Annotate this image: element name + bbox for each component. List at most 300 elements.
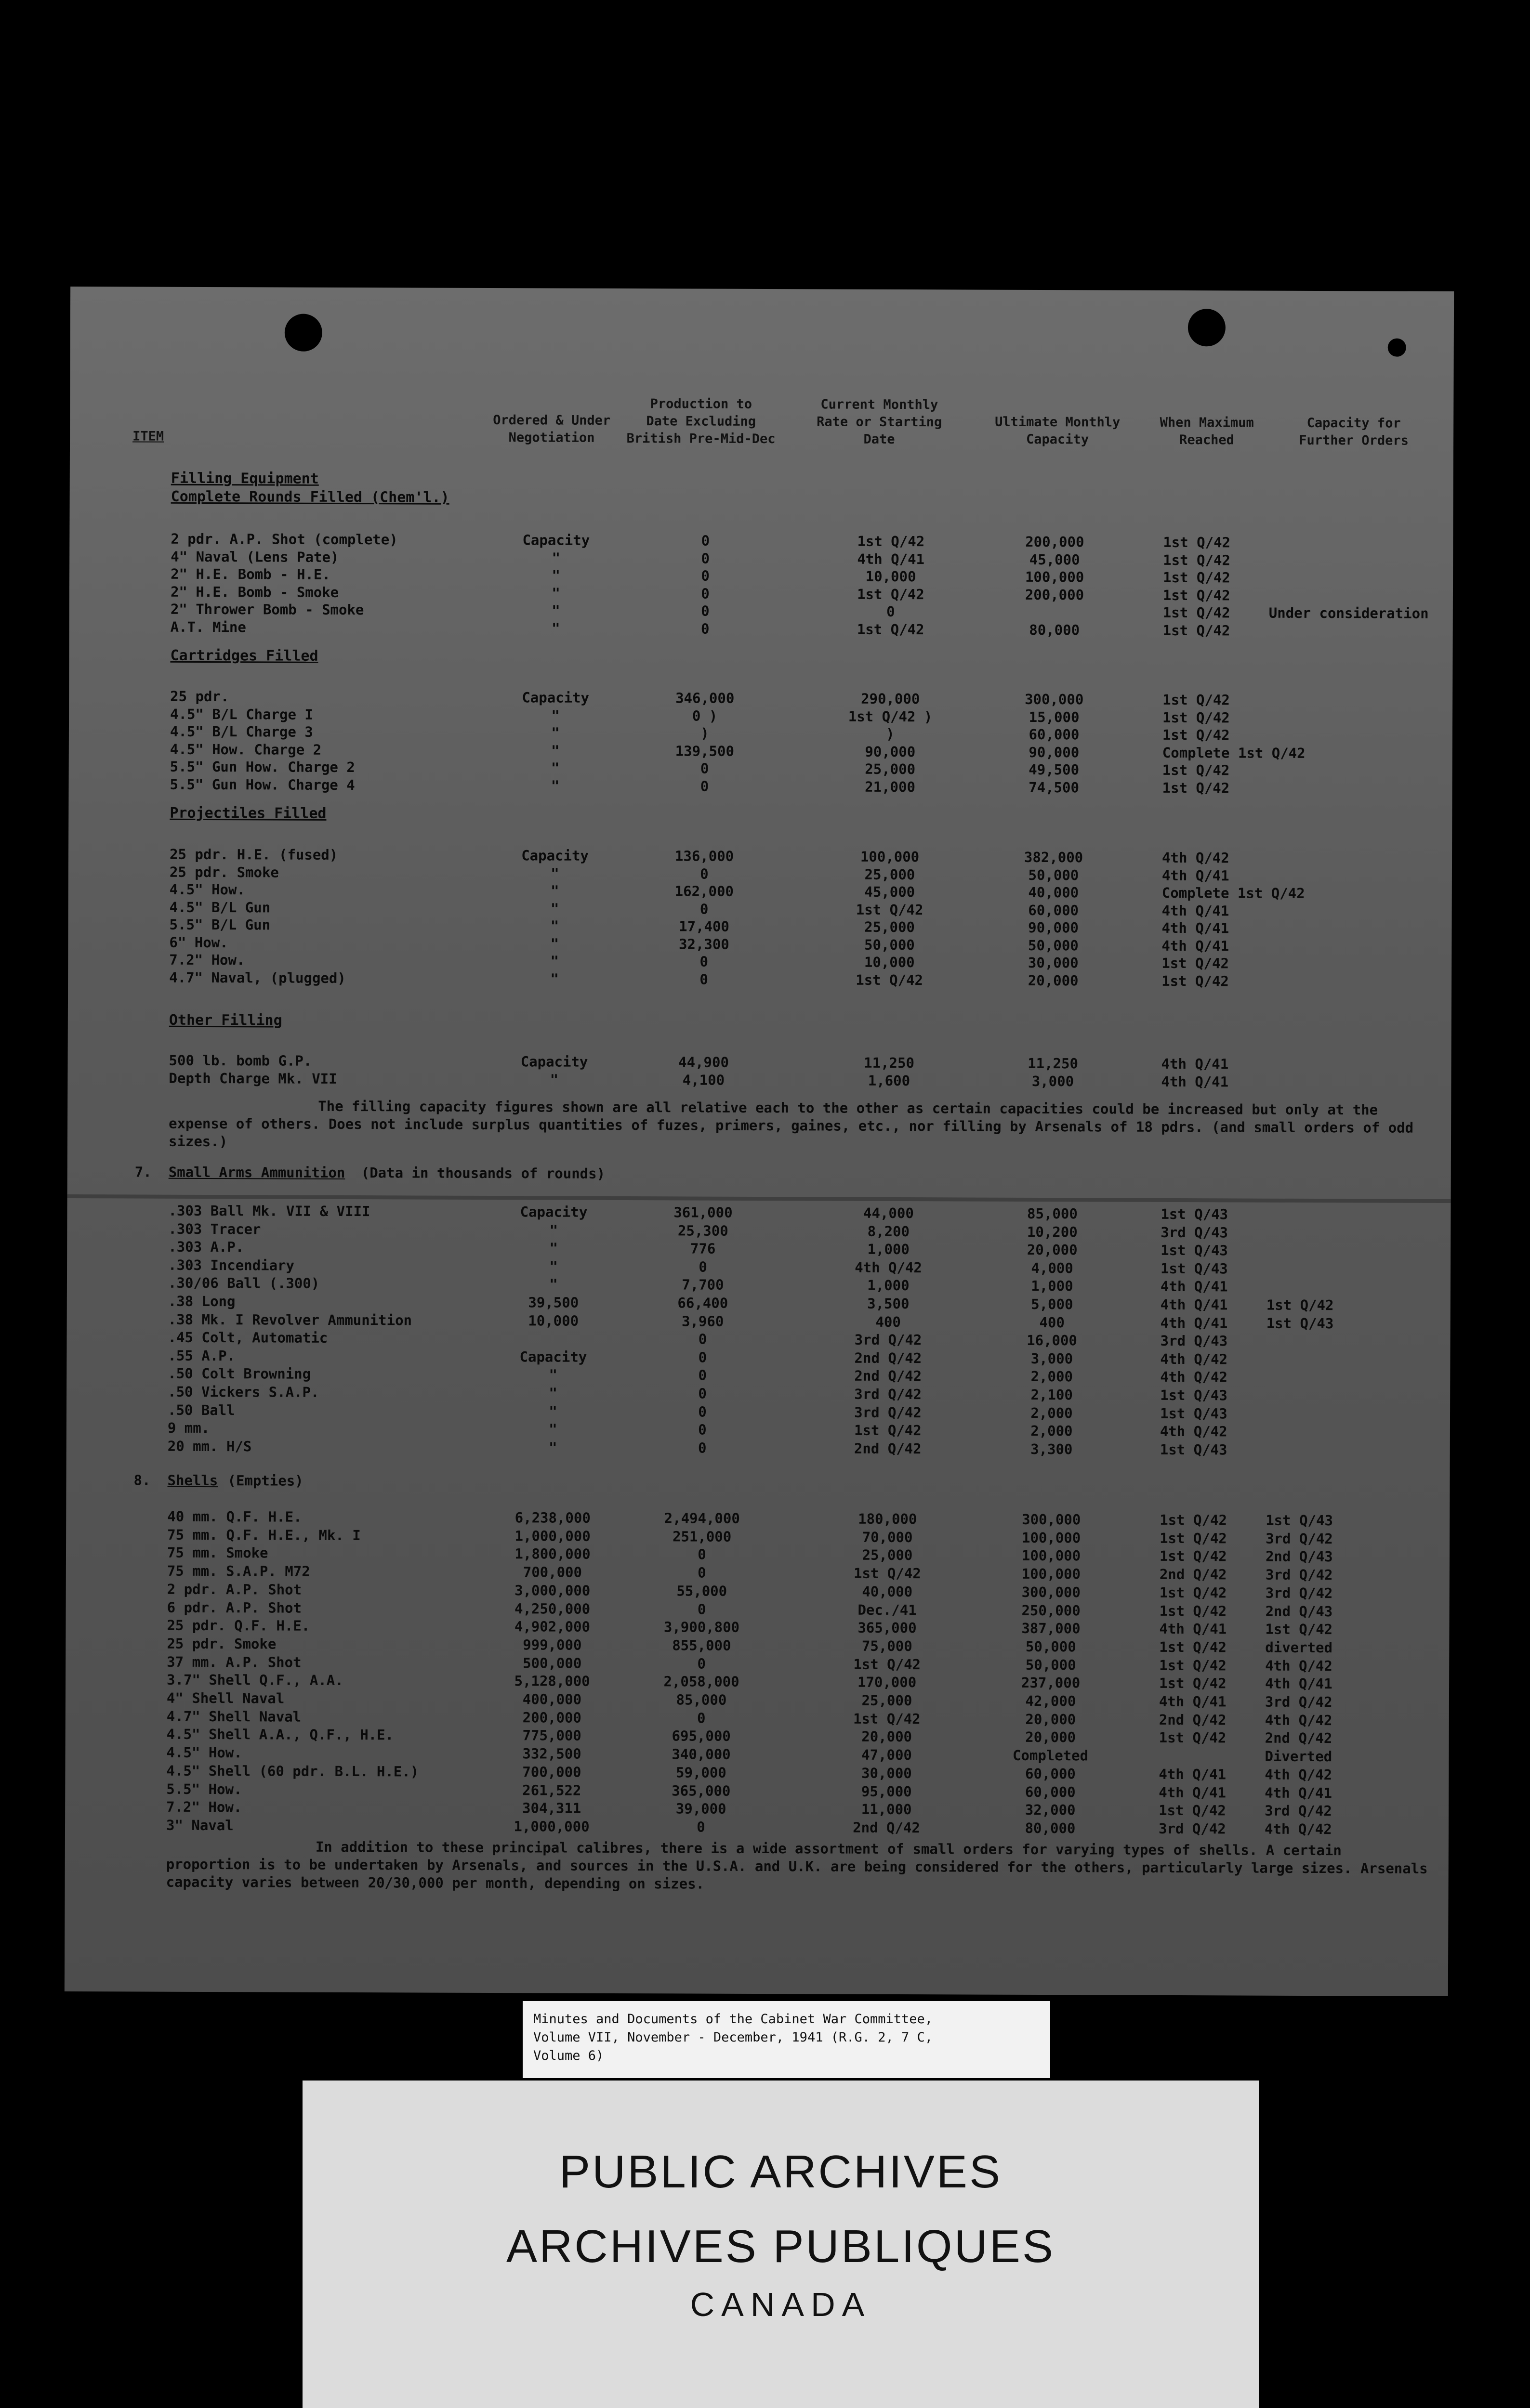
cell-cur: 95,000 (861, 1783, 912, 1800)
cell-max: 1st Q/42 (1161, 972, 1229, 989)
cell-max: 4th Q/42 (1160, 1423, 1227, 1440)
cell-ord: " (551, 742, 560, 759)
cell-ult: 20,000 (1028, 972, 1079, 989)
cell-ult: 85,000 (1027, 1205, 1078, 1222)
cell-cur: 1st Q/42 (857, 586, 924, 602)
cell-prod: 0 ) (692, 707, 718, 724)
cell-item: 75 mm. Q.F. H.E., Mk. I (167, 1526, 361, 1544)
cell-ord: " (550, 935, 559, 952)
cell-max: 1st Q/42 (1159, 1729, 1227, 1746)
cell-max: 1st Q/42 (1160, 1511, 1227, 1529)
cell-item: .30/06 Ball (.300) (168, 1275, 320, 1292)
slip-line-1: Minutes and Documents of the Cabinet War Committee, (533, 2012, 933, 2027)
cell-far: 3rd Q/42 (1265, 1584, 1333, 1601)
cell-ord: " (549, 1240, 558, 1256)
cell-ult: 50,000 (1025, 1638, 1076, 1655)
cell-ult: 45,000 (1029, 551, 1080, 568)
cell-item: 25 pdr. (170, 688, 229, 705)
cell-far: 4th Q/41 (1265, 1784, 1332, 1801)
cell-item: 4.5" B/L Charge 3 (170, 723, 313, 740)
cell-prod: 0 (698, 1349, 707, 1366)
cell-cur: 25,000 (861, 1692, 912, 1709)
cell-prod: 0 (697, 1710, 706, 1727)
cell-max: 4th Q/41 (1161, 867, 1229, 884)
cell-prod: 2,494,000 (664, 1510, 740, 1527)
cell-ord: 6,238,000 (514, 1509, 591, 1526)
cell-cur: 1st Q/42 (853, 1565, 921, 1582)
cell-ult: 40,000 (1028, 884, 1079, 901)
page-fold (67, 1194, 1451, 1203)
cell-max: 3rd Q/42 (1158, 1820, 1226, 1837)
cell-item: 500 lb. bomb G.P. (169, 1052, 312, 1069)
punch-hole-right (1188, 309, 1226, 346)
cell-item: 4" Naval (Lens Pate) (171, 548, 339, 565)
cell-cur: 20,000 (861, 1728, 912, 1745)
cell-item: .303 A.P. (168, 1238, 244, 1256)
cell-max: 1st Q/42 (1161, 955, 1229, 972)
punch-hole-left (285, 314, 322, 352)
cell-max: 2nd Q/42 (1159, 1711, 1227, 1728)
cell-ord: 5,128,000 (514, 1673, 590, 1690)
cell-far: 4th Q/41 (1265, 1675, 1332, 1692)
cell-cur: 25,000 (862, 1547, 913, 1564)
cell-item: 4.5" Shell A.A., Q.F., H.E. (166, 1726, 394, 1743)
cell-max: 1st Q/42 (1163, 569, 1230, 586)
cell-cur: 40,000 (862, 1583, 913, 1600)
cell-ult: 30,000 (1028, 954, 1079, 971)
table-row (65, 1816, 1449, 1838)
cell-far: 1st Q/42 (1266, 1296, 1334, 1314)
cell-ult: 42,000 (1025, 1692, 1076, 1710)
cell-cur: 1st Q/42 (853, 1710, 921, 1727)
cell-ult: 60,000 (1025, 1765, 1076, 1782)
cell-prod: 0 (698, 1546, 706, 1563)
cell-ult: 5,000 (1031, 1296, 1073, 1313)
cell-prod: 361,000 (673, 1204, 733, 1221)
cell-ord: 332,500 (522, 1745, 581, 1762)
cell-ult: 3,000 (1031, 1073, 1074, 1089)
cell-max: 1st Q/42 (1159, 1675, 1227, 1692)
cell-ult: 80,000 (1025, 1819, 1076, 1837)
cell-item: 4.7" Naval, (plugged) (169, 969, 346, 986)
cell-ord: " (551, 724, 560, 741)
cell-max: 4th Q/41 (1160, 1296, 1228, 1313)
header-further: Capacity for Further Orders (1299, 415, 1409, 448)
cell-ult: 400 (1039, 1314, 1065, 1331)
cell-ult: 20,000 (1027, 1242, 1078, 1258)
cell-item: .38 Mk. I Revolver Ammunition (168, 1311, 412, 1329)
cell-ord: " (551, 864, 559, 882)
cell-ord: 1,800,000 (514, 1545, 591, 1563)
cell-max: 4th Q/41 (1161, 1055, 1229, 1073)
cell-cur: 11,000 (861, 1801, 912, 1818)
cell-ult: 2,000 (1030, 1368, 1073, 1385)
section-filling: Filling Equipment (171, 470, 319, 487)
header-ultimate: Ultimate Monthly Capacity (995, 414, 1121, 447)
cell-prod: 0 (698, 1421, 707, 1438)
cell-cur: 1st Q/42 ) (848, 708, 933, 725)
cell-ult: 100,000 (1021, 1547, 1081, 1564)
cell-max: 4th Q/42 (1160, 1369, 1228, 1386)
card-line-1: PUBLIC ARCHIVES (559, 2146, 1002, 2198)
cell-cur: 90,000 (865, 743, 916, 760)
cell-ord: " (551, 619, 560, 637)
section-projectiles: Projectiles Filled (170, 804, 327, 822)
cell-item: 4.5" B/L Charge I (170, 706, 313, 723)
cell-ord: 700,000 (523, 1564, 582, 1581)
cell-cur: 11,250 (864, 1054, 915, 1072)
cell-item: 4.5" How. Charge 2 (170, 741, 322, 758)
cell-ult: 2,100 (1030, 1386, 1073, 1403)
cell-ult: 16,000 (1027, 1332, 1077, 1349)
cell-cur: 45,000 (864, 883, 915, 901)
cell-cur: 170,000 (857, 1674, 917, 1691)
slip-line-3: Volume 6) (533, 2048, 604, 2063)
cell-prod: 39,000 (675, 1800, 726, 1817)
cell-prod: 0 (700, 865, 709, 882)
cell-prod: 139,500 (675, 742, 734, 759)
cell-max: 1st Q/42 (1159, 1638, 1227, 1656)
cell-far: Under consideration (1268, 604, 1429, 622)
section-complete-rounds: Complete Rounds Filled (Chem'l.) (171, 488, 449, 506)
cell-max: 4th Q/41 (1159, 1621, 1227, 1637)
cell-item: 2" H.E. Bomb - Smoke (170, 583, 339, 601)
cell-prod: 0 (701, 550, 710, 567)
cell-prod: 59,000 (675, 1764, 726, 1781)
cell-item: .45 Colt, Automatic (168, 1329, 328, 1347)
cell-prod: 162,000 (674, 883, 734, 900)
card-line-2: ARCHIVES PUBLIQUES (506, 2221, 1055, 2272)
cell-item: 3" Naval (166, 1817, 234, 1834)
cell-ord: 775,000 (522, 1727, 581, 1744)
cell-item: 5.5" How. (166, 1780, 242, 1797)
cell-ult: 15,000 (1029, 708, 1080, 725)
cell-prod: 776 (690, 1240, 716, 1257)
cell-ord: " (548, 1439, 557, 1456)
cell-cur: 25,000 (865, 760, 916, 778)
cell-item: 3.7" Shell Q.F., A.A. (167, 1672, 343, 1689)
cell-prod: 0 (699, 1258, 707, 1275)
cell-cur: 10,000 (865, 568, 916, 585)
cell-ult: 237,000 (1021, 1675, 1081, 1691)
card-line-3: CANADA (690, 2286, 871, 2323)
cell-ult: 1,000 (1031, 1278, 1073, 1295)
slip-line-2: Volume VII, November - December, 1941 (R.G. 2, 7 C, (533, 2030, 933, 2045)
cell-max: 1st Q/43 (1160, 1387, 1227, 1404)
cell-item: 4" Shell Naval (166, 1689, 285, 1707)
cell-prod: 0 (699, 953, 709, 970)
cell-cur: 75,000 (861, 1637, 912, 1655)
cell-item: 20 mm. H/S (167, 1438, 252, 1455)
cell-ord: Capacity (522, 689, 590, 706)
cell-max: 1st Q/43 (1161, 1242, 1228, 1259)
cell-item: 4.5" B/L Gun (169, 899, 271, 916)
cell-item: 25 pdr. Smoke (167, 1635, 277, 1652)
header-maximum: When Maximum Reached (1160, 415, 1254, 448)
cell-prod: 0 (701, 567, 710, 584)
cell-prod: 66,400 (677, 1295, 728, 1311)
cell-ord: 4,250,000 (514, 1600, 591, 1617)
cell-prod: 0 (697, 1819, 705, 1835)
cell-max: 1st Q/42 (1162, 604, 1230, 621)
cell-max: 4th Q/41 (1159, 1693, 1227, 1710)
cell-ult: 200,000 (1025, 533, 1084, 550)
cell-ord: " (552, 549, 561, 566)
cell-prod: 340,000 (672, 1746, 731, 1763)
cell-max: 4th Q/42 (1162, 849, 1229, 866)
cell-cur: 8,200 (867, 1223, 910, 1240)
cell-prod: 0 (698, 1440, 707, 1456)
cell-ult: 250,000 (1021, 1602, 1081, 1619)
cell-ult: 60,000 (1025, 1783, 1076, 1800)
cell-far: 1st Q/42 (1265, 1621, 1333, 1638)
cell-ord: 200,000 (522, 1709, 581, 1726)
cell-item: 40 mm. Q.F. H.E. (167, 1508, 302, 1525)
cell-item: .50 Ball (167, 1401, 235, 1418)
cell-ord: " (550, 1071, 559, 1088)
cell-max: 1st Q/43 (1161, 1205, 1228, 1223)
cell-ult: 100,000 (1021, 1566, 1081, 1583)
cell-far: diverted (1265, 1639, 1333, 1656)
cell-ult: 20,000 (1025, 1729, 1076, 1746)
cell-prod: 855,000 (672, 1637, 731, 1654)
cell-ult: 2,000 (1030, 1404, 1073, 1421)
cell-prod: 2,058,000 (663, 1673, 739, 1690)
cell-item: 2 pdr. A.P. Shot (167, 1581, 302, 1598)
cell-prod: 0 (697, 1601, 706, 1618)
cell-cur: 1st Q/42 (856, 971, 923, 988)
cell-ult: 60,000 (1029, 726, 1080, 743)
header-ordered: Ordered & Under Negotiation (493, 413, 611, 445)
cell-item: 25 pdr. Q.F. H.E. (167, 1617, 310, 1634)
cell-cur: ) (886, 725, 895, 742)
cell-cur: 1st Q/42 (853, 1656, 921, 1673)
cell-prod: 136,000 (674, 848, 734, 864)
section-cartridges: Cartridges Filled (170, 647, 318, 665)
cell-far: 1st Q/43 (1266, 1512, 1333, 1529)
cell-max: 1st Q/42 (1162, 622, 1230, 639)
cell-ult: 300,000 (1025, 691, 1084, 708)
cell-cur: 2nd Q/42 (853, 1819, 920, 1836)
cell-item: 25 pdr. H.E. (fused) (170, 846, 338, 863)
cell-far: Diverted (1265, 1748, 1332, 1765)
cell-max: 1st Q/42 (1159, 1548, 1227, 1565)
cell-cur: 1st Q/42 (857, 621, 924, 638)
cell-max: 1st Q/42 (1162, 587, 1230, 603)
cell-item: 5.5" B/L Gun (169, 916, 271, 933)
cell-far: 1st Q/43 (1266, 1315, 1334, 1332)
cell-far: 4th Q/42 (1265, 1657, 1332, 1674)
cell-item: 4.5" How. (166, 1744, 242, 1761)
cell-ord: " (549, 1403, 557, 1420)
cell-ord: " (551, 882, 559, 899)
cell-cur: 1st Q/42 (854, 1422, 922, 1439)
filling-note: The filling capacity figures shown are all relative each to the other as certain capacities could be increased but only at the expense of others. Does not include surplus quantities of fuzes, primers, gaines, etc., nor filling by Arsenals of 18 pdrs. (and small orders of odd sizes.) (168, 1098, 1414, 1150)
cell-prod: 0 (698, 1403, 707, 1420)
cell-far: 3rd Q/42 (1265, 1802, 1332, 1819)
cell-cur: 25,000 (864, 918, 915, 936)
cell-max: 4th Q/41 (1160, 1314, 1228, 1331)
cell-ord: 999,000 (523, 1636, 582, 1653)
cell-ult: 300,000 (1022, 1511, 1081, 1528)
cell-ord: 304,311 (522, 1800, 581, 1817)
cell-cur: 290,000 (861, 690, 920, 707)
cell-far: 3rd Q/42 (1265, 1693, 1332, 1711)
cell-ult: 60,000 (1028, 902, 1079, 918)
cell-cur: 1,600 (868, 1072, 910, 1089)
cell-ult: 80,000 (1029, 621, 1080, 638)
cell-max: 4th Q/41 (1159, 1766, 1227, 1783)
cell-ord: 400,000 (522, 1691, 582, 1708)
cell-max: 1st Q/42 (1159, 1657, 1227, 1674)
cell-prod: 0 (697, 1655, 706, 1672)
cell-far: 2nd Q/42 (1265, 1730, 1332, 1747)
header-production: Production to Date Excluding British Pre-Mid-Dec (626, 396, 776, 447)
cell-item: 9 mm. (167, 1419, 210, 1437)
cell-prod: 251,000 (672, 1528, 732, 1545)
cell-prod: 25,300 (677, 1222, 728, 1239)
cell-max: 1st Q/43 (1160, 1405, 1227, 1422)
cell-item: .38 Long (168, 1293, 236, 1310)
cell-ult: 49,500 (1029, 761, 1080, 778)
cell-prod: 0 (698, 1367, 707, 1384)
cell-item: .303 Ball Mk. VII & VIII (168, 1202, 370, 1220)
cell-item: 7.2" How. (169, 951, 245, 968)
cell-item: A.T. Mine (170, 618, 246, 635)
cell-max: 4th Q/41 (1161, 919, 1229, 937)
cell-max: 1st Q/43 (1161, 1260, 1228, 1277)
cell-cur: 50,000 (864, 936, 915, 953)
cell-item: 6 pdr. A.P. Shot (167, 1599, 302, 1616)
cell-item: 2" Thrower Bomb - Smoke (170, 601, 364, 618)
cell-cur: 70,000 (862, 1529, 913, 1545)
cell-ord: " (552, 584, 560, 602)
cell-max: 4th Q/42 (1160, 1350, 1228, 1368)
cell-ult: 4,000 (1031, 1259, 1073, 1277)
cell-cur: 44,000 (863, 1204, 914, 1222)
cell-ult: 100,000 (1025, 568, 1084, 586)
cell-ult: 90,000 (1029, 744, 1080, 760)
cell-cur: 1st Q/42 (857, 533, 925, 550)
cell-item: 75 mm. Smoke (167, 1544, 268, 1561)
cell-prod: 365,000 (672, 1782, 731, 1799)
section-other-filling: Other Filling (169, 1011, 282, 1029)
cell-cur: 0 (886, 603, 895, 620)
cell-max: 4th Q/41 (1160, 1278, 1228, 1295)
cell-ord: " (549, 1258, 558, 1275)
section-saa-heading: 7. Small Arms Ammunition (Data in thousands of rounds) (134, 1164, 606, 1182)
cell-cur: 10,000 (864, 954, 915, 971)
cell-ord: " (549, 1366, 558, 1383)
cell-ord: " (549, 1385, 557, 1401)
cell-cur: Dec./41 (857, 1601, 917, 1618)
cell-prod: 0 (698, 1564, 706, 1581)
cell-max: 3rd Q/43 (1160, 1333, 1228, 1349)
cell-item: 7.2" How. (166, 1798, 242, 1816)
cell-ult: 300,000 (1021, 1584, 1081, 1601)
cell-cur: 2nd Q/42 (854, 1440, 922, 1457)
cell-max: 1st Q/42 (1159, 1602, 1227, 1619)
cell-item: 2" H.E. Bomb - H.E. (171, 565, 330, 583)
cell-prod: 44,900 (678, 1054, 729, 1071)
cell-prod: 0 (700, 760, 709, 777)
cell-max: 2nd Q/42 (1159, 1566, 1227, 1583)
cell-cur: 2nd Q/42 (854, 1349, 922, 1366)
cell-ord: 1,000,000 (514, 1527, 591, 1544)
section-shells-heading: 8. Shells (Empties) (133, 1472, 303, 1489)
cell-ord: Capacity (522, 532, 590, 549)
cell-ord: " (549, 1421, 557, 1438)
cell-max: 1st Q/42 (1162, 709, 1230, 726)
cell-prod: 0 (701, 532, 710, 549)
cell-ult: 387,000 (1021, 1620, 1081, 1637)
cell-prod: 55,000 (676, 1583, 727, 1599)
cell-ord: Capacity (521, 847, 589, 864)
cell-item: 37 mm. A.P. Shot (167, 1653, 302, 1671)
cell-item: 2 pdr. A.P. Shot (complete) (171, 530, 398, 548)
cell-item: Depth Charge Mk. VII (169, 1070, 337, 1087)
cell-prod: 17,400 (679, 918, 729, 935)
cell-far: 3rd Q/42 (1266, 1530, 1333, 1547)
cell-ult: 10,200 (1027, 1223, 1078, 1240)
document-page (65, 287, 1454, 1996)
cell-ord: " (549, 1276, 558, 1293)
cell-ult: 20,000 (1025, 1711, 1076, 1727)
archives-card (303, 2081, 1259, 2408)
cell-ord: " (551, 707, 560, 724)
cell-ult: 32,000 (1025, 1802, 1076, 1819)
cell-item: 5.5" Gun How. Charge 2 (170, 758, 355, 776)
cell-far: 2nd Q/43 (1265, 1548, 1333, 1565)
cell-ult (975, 603, 1134, 604)
cell-max: 1st Q/42 (1159, 1584, 1227, 1601)
cell-ord: " (550, 970, 559, 987)
header-current: Current Monthly Rate or Starting Date (817, 397, 942, 447)
cell-prod: 0 (698, 1331, 707, 1348)
cell-prod: 4,100 (682, 1071, 725, 1088)
cell-max: 4th Q/41 (1161, 937, 1229, 954)
cell-ord: " (550, 900, 559, 917)
cell-ord: " (550, 953, 559, 969)
shells-note: In addition to these principal calibres, there is a wide assortment of small orders for varying types of shells. A certain proportion is to be undertaken by Arsenals, and sources in the U.S.A. and U.K. are being considered for the others, particularly large sizes. Arsenals capacity varies between 20/30,000 per month, depending on sizes. (166, 1838, 1428, 1892)
cell-max: 1st Q/42 (1160, 1530, 1227, 1547)
cell-cur: 30,000 (861, 1765, 912, 1781)
cell-prod: 0 (700, 778, 709, 795)
cell-far: 4th Q/42 (1265, 1766, 1332, 1783)
cell-cur: 47,000 (861, 1746, 912, 1764)
cell-ord: 10,000 (528, 1312, 579, 1329)
cell-ord: 4,902,000 (514, 1618, 591, 1635)
cell-far: 4th Q/42 (1264, 1820, 1332, 1838)
cell-max: 1st Q/43 (1160, 1441, 1227, 1458)
cell-item: 4.5" Shell (60 pdr. B.L. H.E.) (166, 1762, 419, 1780)
cell-cur: 1,000 (867, 1277, 910, 1294)
cell-ord: 500,000 (523, 1654, 582, 1672)
cell-prod: 0 (699, 901, 709, 917)
cell-far: 2nd Q/43 (1265, 1603, 1333, 1620)
header-item: ITEM (132, 429, 164, 444)
cell-ult: 11,250 (1028, 1055, 1079, 1072)
cell-prod: 695,000 (672, 1727, 731, 1745)
cell-ord: 700,000 (522, 1764, 581, 1780)
cell-cur: 4th Q/42 (855, 1259, 922, 1276)
cell-ord: Capacity (519, 1348, 587, 1365)
cell-prod: 0 (699, 971, 708, 988)
cell-prod: 0 (698, 1385, 707, 1402)
cell-ord: 1,000,000 (514, 1818, 590, 1835)
cell-max: Complete 1st Q/42 (1161, 884, 1305, 902)
cell-ult: 74,500 (1029, 779, 1080, 796)
